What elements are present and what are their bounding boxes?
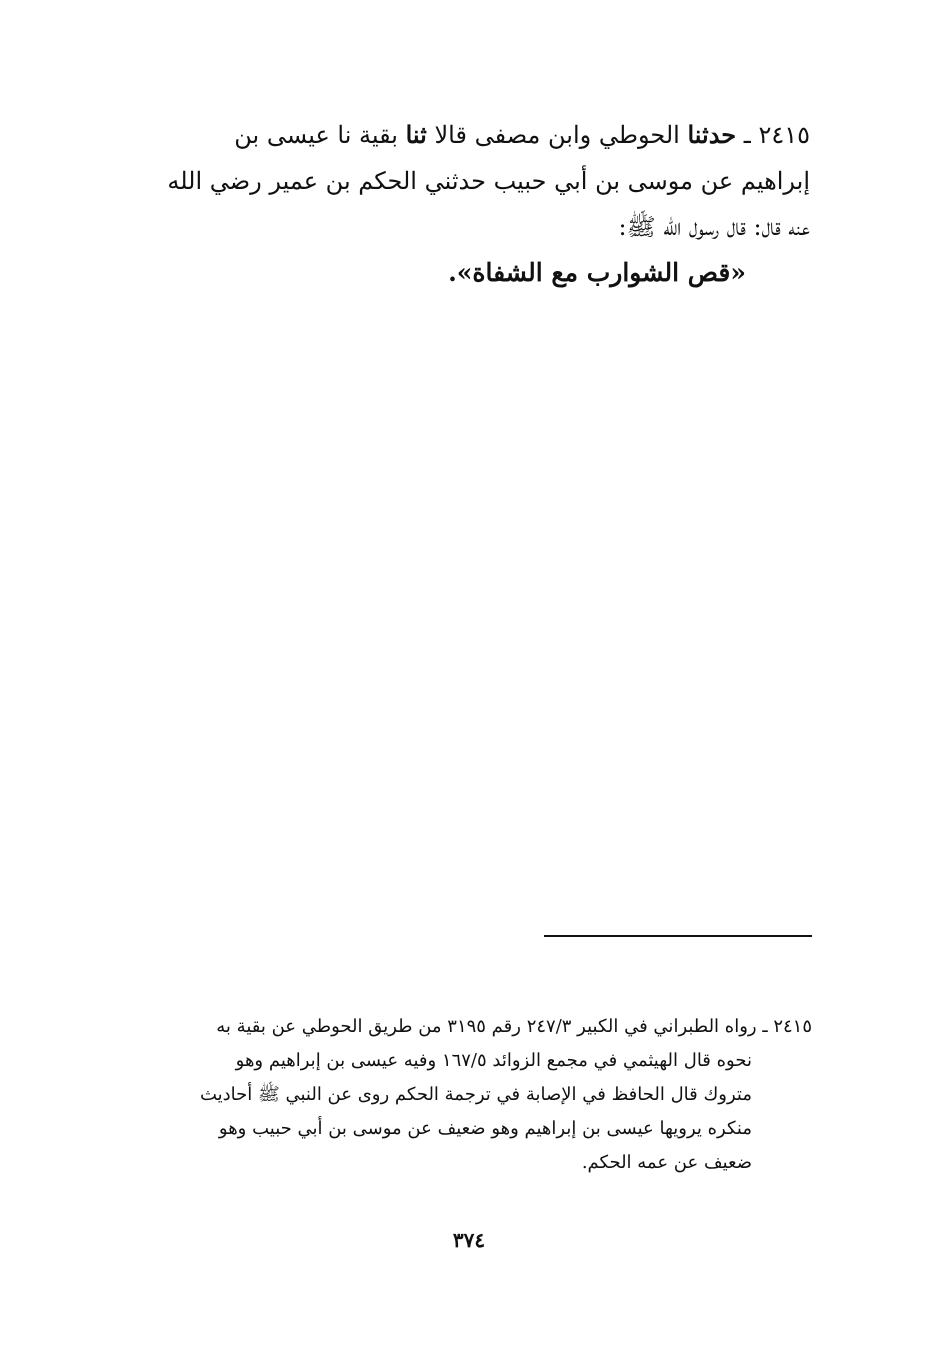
footnote-line-4: منكره يرويها عيسى بن إبراهيم وهو ضعيف عن موسى بن أبي حبيب وهو — [218, 1118, 752, 1139]
salutation-glyph: ﷺ — [626, 213, 656, 241]
footnote-line-3: متروك قال الحافظ في الإصابة في ترجمة الحكم روى عن النبي ﷺ أحاديث — [199, 1084, 752, 1105]
hadith-line-1-end: بقية نا عيسى بن — [234, 121, 406, 149]
page-number: ٣٧٤ — [452, 1228, 486, 1252]
hadith-number: ٢٤١٥ — [758, 121, 810, 149]
footnote-separator — [544, 935, 812, 937]
hadith-dash: ـ — [736, 121, 759, 149]
hadith-line-1 — [130, 112, 810, 158]
hadith-text — [130, 112, 810, 296]
footnote-line-5: ضعيف عن عمه الحكم. — [581, 1152, 752, 1173]
hadith-lead-word: حدثنا — [687, 120, 737, 149]
footnote-line-2: نحوه قال الهيثمي في مجمع الزوائد ١٦٧/٥ وفيه عيسى بن إبراهيم وهو — [235, 1050, 752, 1071]
footnote-line-1: ٢٤١٥ ـ رواه الطبراني في الكبير ٢٤٧/٣ رقم ٣١٩٥ من طريق الحوطي عن بقية به — [216, 1016, 812, 1037]
hadith-thana-word: ثنا — [405, 120, 427, 149]
hadith-quote: «قص الشوارب مع الشفاة». — [448, 258, 746, 287]
hadith-line-3-start: عنه قال: قال رسول الله — [655, 213, 810, 241]
hadith-line-3-end: : — [618, 213, 627, 241]
footnote — [132, 1010, 812, 1180]
hadith-line-2: إبراهيم عن موسى بن أبي حبيب حدثني الحكم بن عمير رضي الله — [167, 167, 810, 195]
hadith-line-1-middle: الحوطي وابن مصفى قالا — [426, 121, 688, 149]
hadith-line-3 — [130, 204, 810, 250]
